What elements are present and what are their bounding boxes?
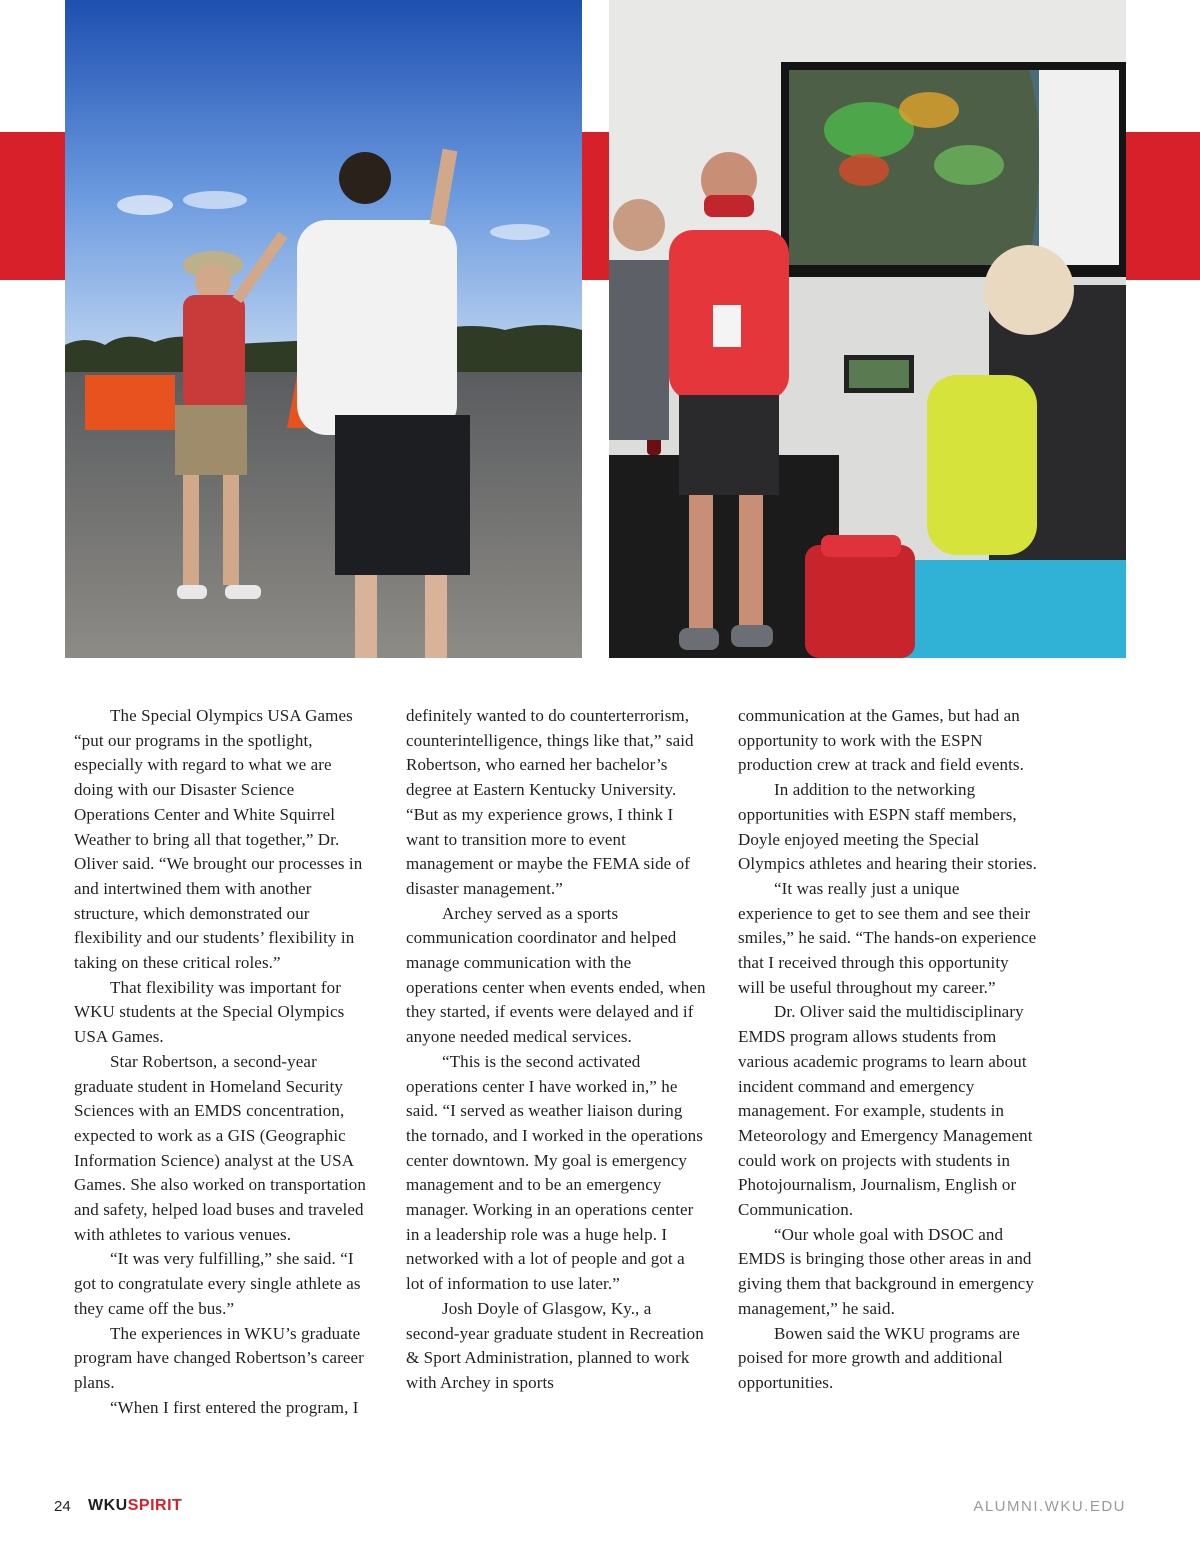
photo-right-illustration	[609, 0, 1126, 658]
article-column-1	[74, 704, 374, 1420]
paragraph: “Our whole goal with DSOC and EMDS is bringing those other areas in and giving them that background in emergency management,” he said.	[738, 1224, 1034, 1318]
paragraph: “It was very fulfilling,” she said. “I got to congratulate every single athlete as they came off the bus.”	[74, 1249, 361, 1318]
page-number: 24	[54, 1498, 71, 1515]
paragraph: The Special Olympics USA Games “put our programs in the spotlight, especially with regard to what we are doing with our Disaster Science Operations Center and White Squirrel Weather to bring all that together,” Dr. Oliver said. “We brought our processes in and intertwined them with another structure, which demonstrated our flexibility and our students’ flexibility in taking on these critical roles.”	[74, 706, 363, 973]
paragraph: “It was really just a unique experience to get to see them and see their smiles,” he said. “The hands-on experience that I received through this opportunity will be useful throughout my career.”	[738, 878, 1037, 997]
paragraph: Dr. Oliver said the multidisciplinary EMDS program allows students from various academic programs to learn about incident command and emergency management. For example, students in Meteorology and Emergency Management could work on projects with students in Photojournalism, Journalism, English or Communication.	[738, 1002, 1033, 1220]
red-accent-band-right	[1126, 132, 1200, 280]
article-column-3	[738, 704, 1038, 1396]
paragraph: That flexibility was important for WKU students at the Special Olympics USA Games.	[74, 977, 345, 1047]
photo-left-illustration	[65, 0, 582, 658]
paragraph: “When I first entered the program, I	[110, 1397, 359, 1417]
article-column-2	[406, 704, 706, 1396]
paragraph: Bowen said the WKU programs are poised for more growth and additional opportunities.	[738, 1323, 1020, 1392]
brand-spirit: SPIRIT	[127, 1497, 183, 1514]
photo-students-weather-observation	[65, 0, 582, 658]
page-footer	[0, 1498, 1200, 1522]
paragraph: In addition to the networking opportunities with ESPN staff members, Doyle enjoyed meeting the Special Olympics athletes and hearing their stories.	[738, 780, 1037, 874]
brand-wku: WKU	[88, 1497, 128, 1514]
paragraph: “This is the second activated operations center I have worked in,” he said. “I served as weather liaison during the tornado, and I worked in the operations center downtown. My goal is emergency management and to be an emergency manager. Working in an operations center in a leadership role was a huge help. I networked with a lot of people and got a lot of information to use later.”	[406, 1051, 703, 1294]
paragraph: Archey served as a sports communication coordinator and helped manage communication with the operations center when events ended, when they started, if events were delayed and if anyone needed medical services.	[406, 903, 706, 1047]
magazine-brand	[88, 1497, 182, 1515]
footer-url: ALUMNI.WKU.EDU	[973, 1498, 1126, 1515]
red-accent-band-left	[0, 132, 65, 280]
paragraph-continuation: definitely wanted to do counterterrorism, counterintelligence, things like that,” said Robertson, who earned her bachelor’s degree at Eastern Kentucky University. “But as my experience grows, I think I want to transition more to event management or maybe the FEMA side of disaster management.”	[406, 706, 694, 898]
paragraph: Josh Doyle of Glasgow, Ky., a second-year graduate student in Recreation & Sport Administration, planned to work with Archey in sports	[406, 1298, 704, 1392]
paragraph: Star Robertson, a second-year graduate student in Homeland Security Sciences with an EMDS concentration, expected to work as a GIS (Geographic Information Science) analyst at the USA Games. She also worked on transportation and safety, helped load buses and traveled with athletes to various venues.	[74, 1051, 366, 1244]
paragraph: The experiences in WKU’s graduate program have changed Robertson’s career plans.	[74, 1323, 364, 1392]
red-accent-band-middle	[582, 132, 609, 280]
photo-speaker-operations-center	[609, 0, 1126, 658]
paragraph-continuation: communication at the Games, but had an opportunity to work with the ESPN production crew at track and field events.	[738, 706, 1025, 775]
article-body	[74, 704, 1040, 1424]
